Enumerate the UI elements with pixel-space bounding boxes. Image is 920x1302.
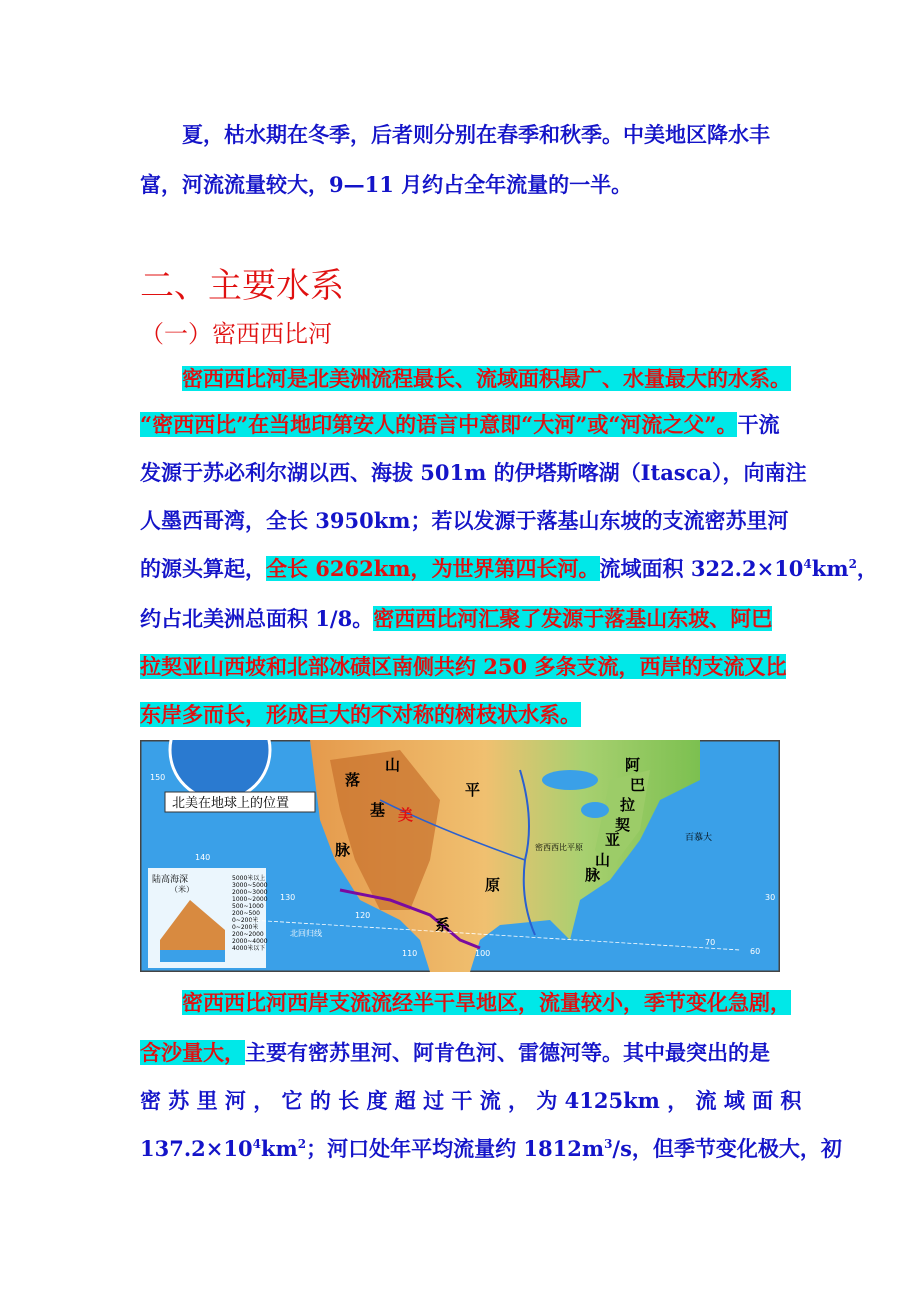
superscript: 2 bbox=[848, 557, 857, 571]
map-label: 契 bbox=[615, 816, 631, 834]
tick-label: 30 bbox=[765, 893, 776, 902]
map-label: 山 bbox=[595, 851, 611, 869]
text: ；河口处年平均流量约 1812m bbox=[306, 1136, 605, 1161]
para3-line3: 密 苏 里 河 ， 它 的 长 度 超 过 干 流 ， 为 4125km ， 流 域 面 积 bbox=[140, 1088, 802, 1113]
tick-label: 70 bbox=[705, 938, 716, 947]
para3-line2 bbox=[140, 1038, 770, 1068]
map-label: 落 bbox=[345, 771, 361, 789]
para2-line4: 人墨西哥湾，全长 3950km；若以发源于落基山东坡的支流密苏里河 bbox=[140, 508, 789, 533]
tick-label: 140 bbox=[195, 853, 211, 862]
text: 137.2×10 bbox=[140, 1136, 253, 1161]
highlight-text: 密西西比河西岸支流流经半干旱地区，流量较小，季节变化急剧， bbox=[182, 990, 791, 1015]
map-label: 拉 bbox=[620, 796, 636, 814]
map-label: 系 bbox=[435, 916, 451, 934]
map-label: 脉 bbox=[585, 866, 601, 884]
map-label: 美 bbox=[398, 806, 414, 824]
para1-line2: 富，河流流量较大，9—11 月约占全年流量的一半。 bbox=[140, 172, 633, 197]
legend-item: 200~2000 bbox=[232, 931, 264, 938]
tick-label: 120 bbox=[355, 911, 371, 920]
map-label: 基 bbox=[370, 801, 386, 819]
legend-item: 0~200米 bbox=[232, 924, 259, 931]
subsection-title: （一）密西西比河 bbox=[140, 320, 332, 348]
legend-item: 4000米以下 bbox=[232, 945, 266, 952]
map-label: 百慕大 bbox=[685, 833, 713, 843]
text: 的源头算起， bbox=[140, 556, 266, 581]
text: 流域面积 322.2×10 bbox=[599, 556, 804, 581]
map-label: 北回归线 bbox=[290, 929, 322, 938]
legend-item: 2000~4000 bbox=[232, 938, 268, 945]
para2-line7 bbox=[140, 652, 786, 682]
section-title: 二、主要水系 bbox=[140, 266, 344, 306]
tick-label: 110 bbox=[402, 949, 418, 958]
text: 干流 bbox=[737, 412, 780, 437]
map-label: 平 bbox=[465, 781, 481, 799]
para3-line1 bbox=[182, 988, 791, 1018]
legend-item: 200~500 bbox=[232, 910, 260, 917]
legend-item: 500~1000 bbox=[232, 903, 264, 910]
highlight-text: 密西西比河是北美洲流程最长、流域面积最广、水量最大的水系。 bbox=[182, 366, 791, 391]
map-label: 阿 bbox=[625, 756, 641, 774]
highlight-text: 全长 6262km，为世界第四长河。 bbox=[266, 556, 600, 581]
highlight-text: “密西西比”在当地印第安人的语言中意即“大河”或“河流之父”。 bbox=[140, 412, 738, 437]
inset-title: 北美在地球上的位置 bbox=[172, 796, 290, 811]
para2-line6 bbox=[140, 604, 772, 634]
legend-title: 陆高海深 bbox=[152, 875, 189, 885]
superscript: 4 bbox=[252, 1137, 261, 1151]
text: 主要有密苏里河、阿肯色河、雷德河等。其中最突出的是 bbox=[245, 1040, 770, 1065]
text: /s，但季节变化极大，初 bbox=[612, 1136, 842, 1161]
legend-item: 0~200米 bbox=[232, 917, 259, 924]
highlight-text: 东岸多而长，形成巨大的不对称的树枝状水系。 bbox=[140, 702, 581, 727]
map-label: 脉 bbox=[335, 841, 351, 859]
para2-line8 bbox=[140, 700, 581, 730]
superscript: 2 bbox=[297, 1137, 307, 1151]
para1-line1: 夏，枯水期在冬季，后者则分别在春季和秋季。中美地区降水丰 bbox=[182, 122, 770, 147]
text: ， bbox=[856, 556, 878, 581]
highlight-text: 含沙量大， bbox=[140, 1040, 245, 1065]
legend-unit: （米） bbox=[170, 885, 194, 894]
para3-line4 bbox=[140, 1134, 842, 1164]
tick-label: 60 bbox=[750, 947, 761, 956]
superscript: 3 bbox=[604, 1137, 613, 1151]
map-label: 亚 bbox=[605, 831, 621, 849]
legend-item: 2000~3000 bbox=[232, 889, 268, 896]
legend-item: 1000~2000 bbox=[232, 896, 268, 903]
legend-item: 3000~5000 bbox=[232, 882, 268, 889]
superscript: 4 bbox=[803, 557, 812, 571]
highlight-text: 密西西比河汇聚了发源于落基山东坡、阿巴 bbox=[373, 606, 773, 631]
para2-line3: 发源于苏必利尔湖以西、海拔 501m 的伊塔斯喀湖（Itasca），向南注 bbox=[140, 460, 807, 485]
para2-line5 bbox=[140, 554, 878, 584]
para2-line2 bbox=[140, 410, 779, 440]
text: km bbox=[811, 556, 849, 581]
legend-item: 5000米以上 bbox=[232, 875, 266, 882]
tick-label: 150 bbox=[150, 773, 166, 782]
para2-line1 bbox=[182, 364, 791, 394]
highlight-text: 拉契亚山西坡和北部冰碛区南侧共约 250 多条支流，西岸的支流又比 bbox=[140, 654, 787, 679]
text: 约占北美洲总面积 1/8。 bbox=[140, 606, 374, 631]
north-america-map bbox=[140, 740, 780, 972]
map-label: 密西西比平原 bbox=[535, 843, 583, 852]
text: km bbox=[260, 1136, 298, 1161]
map-label: 山 bbox=[385, 756, 401, 774]
tick-label: 100 bbox=[475, 949, 491, 958]
tick-label: 130 bbox=[280, 893, 296, 902]
map-label: 原 bbox=[485, 876, 501, 894]
map-label: 巴 bbox=[630, 776, 646, 794]
